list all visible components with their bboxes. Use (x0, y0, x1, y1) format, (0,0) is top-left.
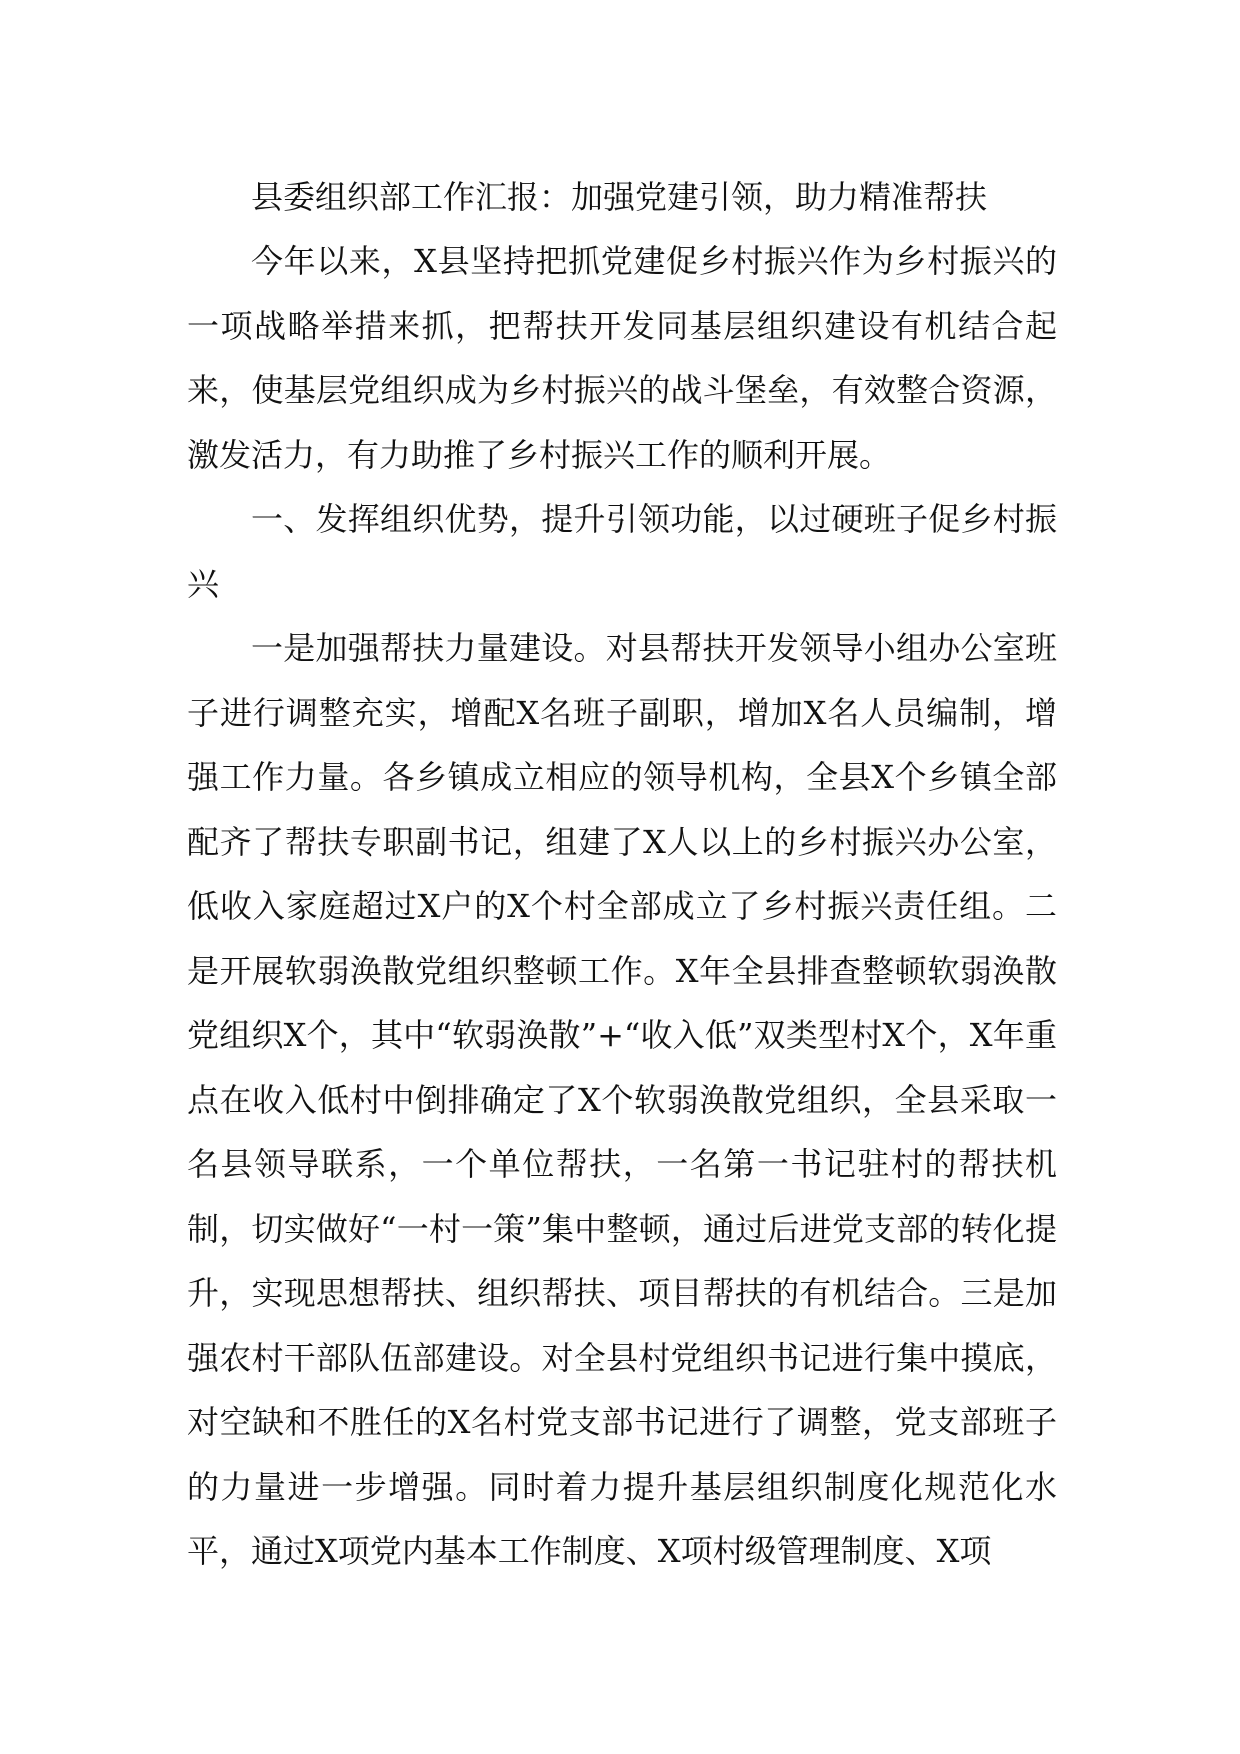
document-title: 县委组织部工作汇报：加强党建引领，助力精准帮扶 (251, 178, 988, 216)
intro-paragraph: 今年以来，X县坚持把抓党建促乡村振兴作为乡村振兴的一项战略举措来抓，把帮扶开发同基层组织建设有机结合起来，使基层党组织成为乡村振兴的战斗堡垒，有效整合资源，激发活力，有力助推了乡村振兴工作的顺利开展。 (187, 242, 1057, 474)
document-body (187, 165, 1057, 1584)
body-paragraph: 一是加强帮扶力量建设。对县帮扶开发领导小组办公室班子进行调整充实，增配X名班子副职，增加X名人员编制，增强工作力量。各乡镇成立相应的领导机构，全县X个乡镇全部配齐了帮扶专职副书记，组建了X人以上的乡村振兴办公室，低收入家庭超过X户的X个村全部成立了乡村振兴责任组。二是开展软弱涣散党组织整顿工作。X年全县排查整顿软弱涣散党组织X个，其中“软弱涣散”+“收入低”双类型村X个，X年重点在收入低村中倒排确定了X个软弱涣散党组织，全县采取一名县领导联系，一个单位帮扶，一名第一书记驻村的帮扶机制，切实做好“一村一策”集中整顿，通过后进党支部的转化提升，实现思想帮扶、组织帮扶、项目帮扶的有机结合。三是加强农村干部队伍部建设。对全县村党组织书记进行集中摸底，对空缺和不胜任的X名村党支部书记进行了调整，党支部班子的力量进一步增强。同时着力提升基层组织制度化规范化水平，通过X项党内基本工作制度、X项村级管理制度、X项 (187, 629, 1057, 1570)
section-heading: 一、发挥组织优势，提升引领功能，以过硬班子促乡村振兴 (187, 500, 1057, 603)
